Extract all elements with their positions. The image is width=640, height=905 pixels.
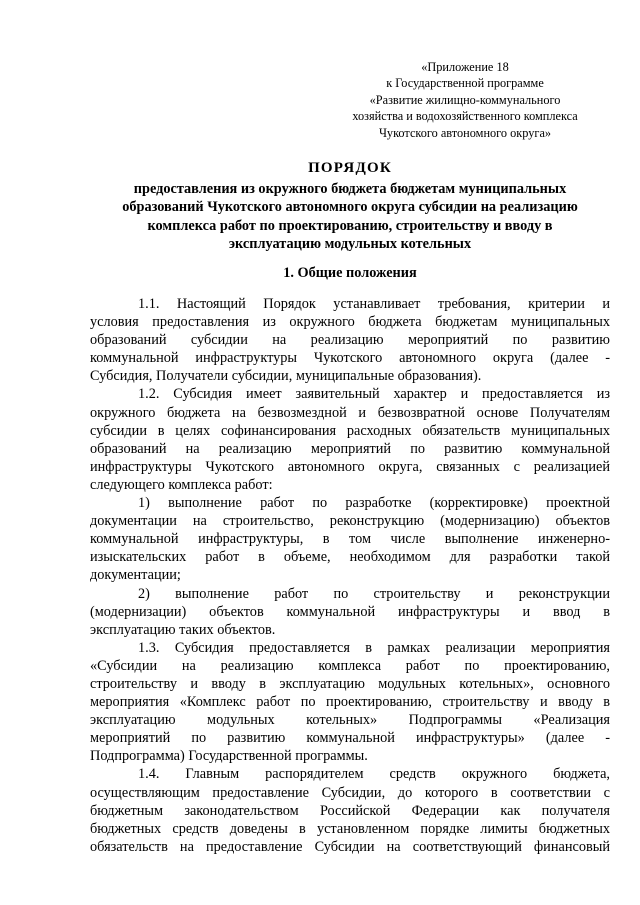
body-line: мероприятия «Комплекс работ по проектированию, строительству и вводу в	[90, 694, 610, 711]
body-line: бюджетных средств доведены в установленном порядке лимиты бюджетных	[90, 820, 610, 837]
body-line: 1.3. Субсидия предоставляется в рамках реализации мероприятия	[138, 639, 610, 656]
appendix-line: хозяйства и водохозяйственного комплекса	[352, 109, 578, 124]
body-line: инфраструктуры Чукотского автономного округа, связанных с реализацией	[90, 458, 610, 475]
body-line: строительству и вводу в эксплуатацию модульных котельных», основного	[90, 675, 610, 692]
appendix-line: Чукотского автономного округа»	[378, 125, 552, 140]
body-line: 2) выполнение работ по строительству и реконструкции	[138, 585, 610, 602]
body-line: образований на реализацию мероприятий по развитию коммунальной	[90, 440, 610, 457]
appendix-note	[330, 59, 600, 141]
document-subtitle	[90, 180, 610, 254]
body-line: коммунальной инфраструктуры Чукотского автономного округа (далее -	[90, 350, 610, 367]
appendix-line: «Приложение 18	[421, 60, 509, 74]
body-line: коммунальной инфраструктуры, в том числе выполнение инженерно-	[90, 531, 610, 548]
subtitle-line: эксплуатацию модульных котельных	[228, 236, 472, 253]
body-line: мероприятий по развитию коммунальной инфраструктуры» (далее -	[90, 730, 610, 747]
document-title: ПОРЯДОК	[308, 160, 392, 176]
body-line: (модернизации) объектов коммунальной инфраструктуры и ввод в	[90, 603, 610, 620]
body-line: эксплуатацию модульных котельных» Подпрограммы «Реализация	[90, 712, 610, 729]
body-line: осуществляющим предоставление Субсидии, до которого в соответствии с	[90, 784, 610, 801]
body-line: субсидии в целях софинансирования расходных обязательств муниципальных	[90, 422, 610, 439]
body-line: бюджетным законодательством Российской Федерации как получателя	[90, 802, 610, 819]
body-line: «Субсидии на реализацию комплекса работ по проектированию,	[90, 657, 610, 674]
body-line: 1.1. Настоящий Порядок устанавливает требования, критерии и	[138, 296, 610, 312]
appendix-line: к Государственной программе	[386, 76, 544, 91]
appendix-line: «Развитие жилищно-коммунального	[369, 92, 561, 107]
body-line: окружного бюджета на безвозмездной и безвозвратной основе Получателям	[90, 404, 610, 421]
document-body	[90, 295, 610, 856]
subtitle-line: образований Чукотского автономного округа субсидии на реализацию	[122, 199, 578, 216]
body-line: 1) выполнение работ по разработке (корректировке) проектной	[138, 495, 610, 512]
body-line: Подпрограмма) Государственной программы.	[90, 748, 368, 765]
body-line: образований субсидии на реализацию мероприятий по развитию	[90, 332, 610, 349]
body-line: обязательств на предоставление Субсидии на соответствующий финансовый	[90, 838, 610, 855]
subtitle-line: комплекса работ по проектированию, строительству и вводу в	[147, 217, 553, 234]
body-line: 1.2. Субсидия имеет заявительный характер и предоставляется из	[138, 386, 610, 403]
body-line: условия предоставления из окружного бюджета бюджетам муниципальных	[90, 314, 610, 331]
body-line: 1.4. Главным распорядителем средств окружного бюджета,	[138, 766, 610, 783]
body-line: следующего комплекса работ:	[90, 476, 273, 493]
body-line: изыскательских работ в объеме, необходимом для разработки такой	[90, 549, 610, 566]
body-line: документации на строительство, реконструкцию (модернизацию) объектов	[90, 513, 610, 530]
body-line: эксплуатацию таких объектов.	[90, 621, 276, 638]
section-heading: 1. Общие положения	[283, 265, 417, 281]
body-line: документации;	[90, 567, 181, 584]
subtitle-line: предоставления из окружного бюджета бюджетам муниципальных	[133, 181, 567, 197]
body-line: Субсидия, Получатели субсидии, муниципальные образования).	[90, 368, 482, 385]
